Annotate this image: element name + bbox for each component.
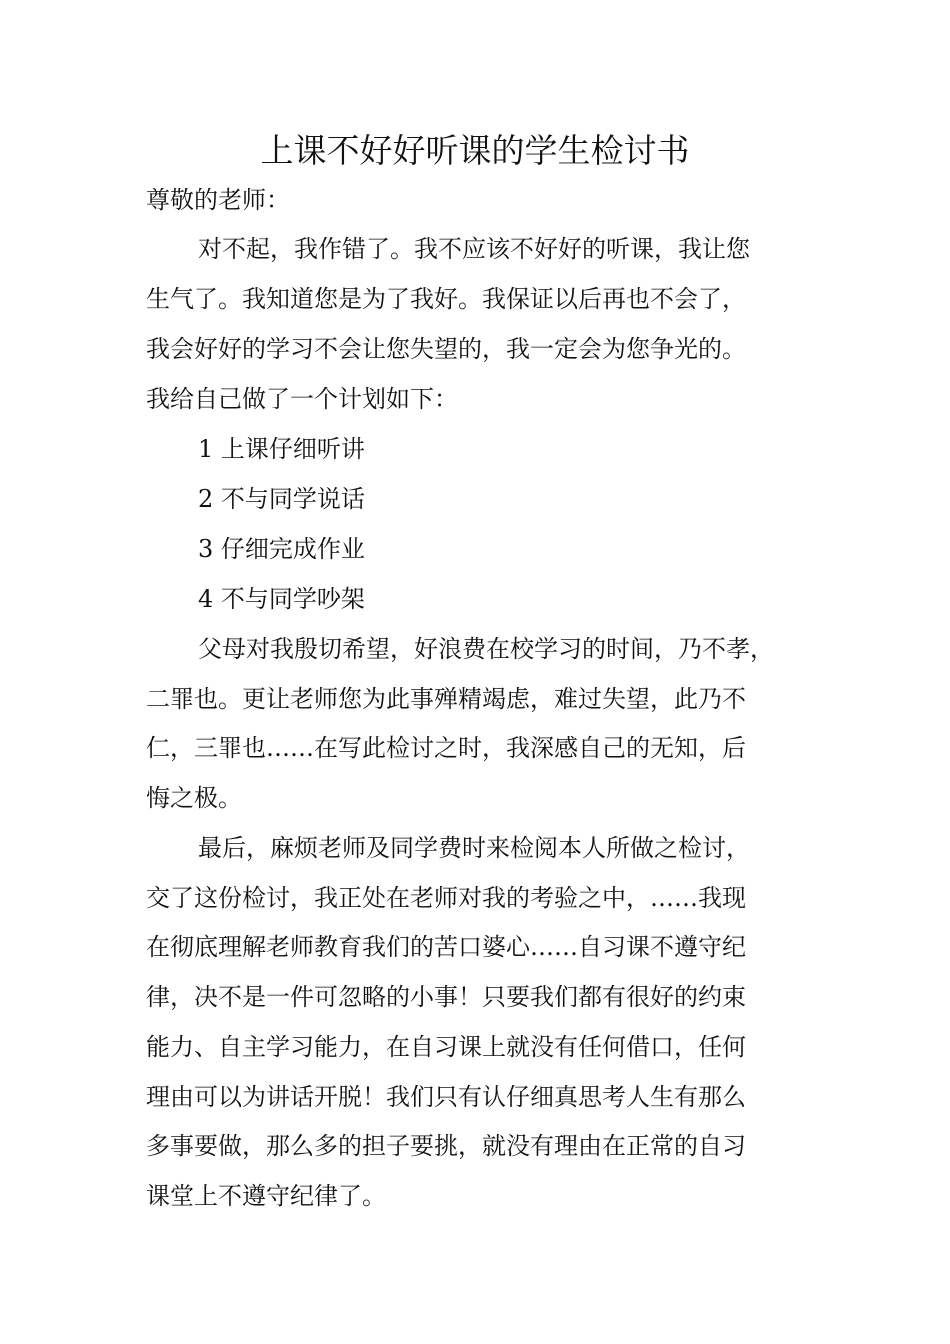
- plan-item: 4 不与同学吵架: [198, 585, 365, 613]
- plan-item: 2 不与同学说话: [198, 485, 365, 513]
- plan-item: 3 仔细完成作业: [198, 535, 365, 563]
- plan-item: 1 上课仔细听讲: [198, 435, 365, 463]
- salutation: 尊敬的老师：: [146, 186, 290, 214]
- document-title: 上课不好好听课的学生检讨书: [260, 131, 690, 170]
- paragraph-line: 交了这份检讨，我正处在老师对我的考验之中，……我现: [146, 884, 746, 912]
- paragraph-line: 理由可以为讲话开脱！我们只有认仔细真思考人生有那么: [146, 1083, 746, 1111]
- paragraph-line: 二罪也。更让老师您为此事殚精竭虑，难过失望，此乃不: [146, 685, 746, 713]
- paragraph-line: 我给自己做了一个计划如下：: [146, 385, 458, 413]
- paragraph-line: 仁，三罪也……在写此检讨之时，我深感自己的无知，后: [146, 734, 746, 762]
- paragraph-line: 我会好好的学习不会让您失望的，我一定会为您争光的。: [146, 335, 746, 363]
- paragraph-line: 律，决不是一件可忽略的小事！只要我们都有很好的约束: [146, 983, 746, 1011]
- paragraph-line: 课堂上不遵守纪律了。: [146, 1182, 386, 1210]
- paragraph-line: 多事要做，那么多的担子要挑，就没有理由在正常的自习: [146, 1132, 746, 1160]
- paragraph-line: 生气了。我知道您是为了我好。我保证以后再也不会了，: [146, 285, 746, 313]
- paragraph-line: 对不起，我作错了。我不应该不好好的听课，我让您: [198, 235, 750, 263]
- paragraph-line: 能力、自主学习能力，在自习课上就没有任何借口，任何: [146, 1033, 746, 1061]
- paragraph-line: 最后，麻烦老师及同学费时来检阅本人所做之检讨，: [198, 834, 750, 862]
- paragraph-line: 悔之极。: [146, 784, 242, 812]
- paragraph-line: 父母对我殷切希望，好浪费在校学习的时间，乃不孝，: [198, 635, 774, 663]
- paragraph-line: 在彻底理解老师教育我们的苦口婆心……自习课不遵守纪: [146, 933, 746, 961]
